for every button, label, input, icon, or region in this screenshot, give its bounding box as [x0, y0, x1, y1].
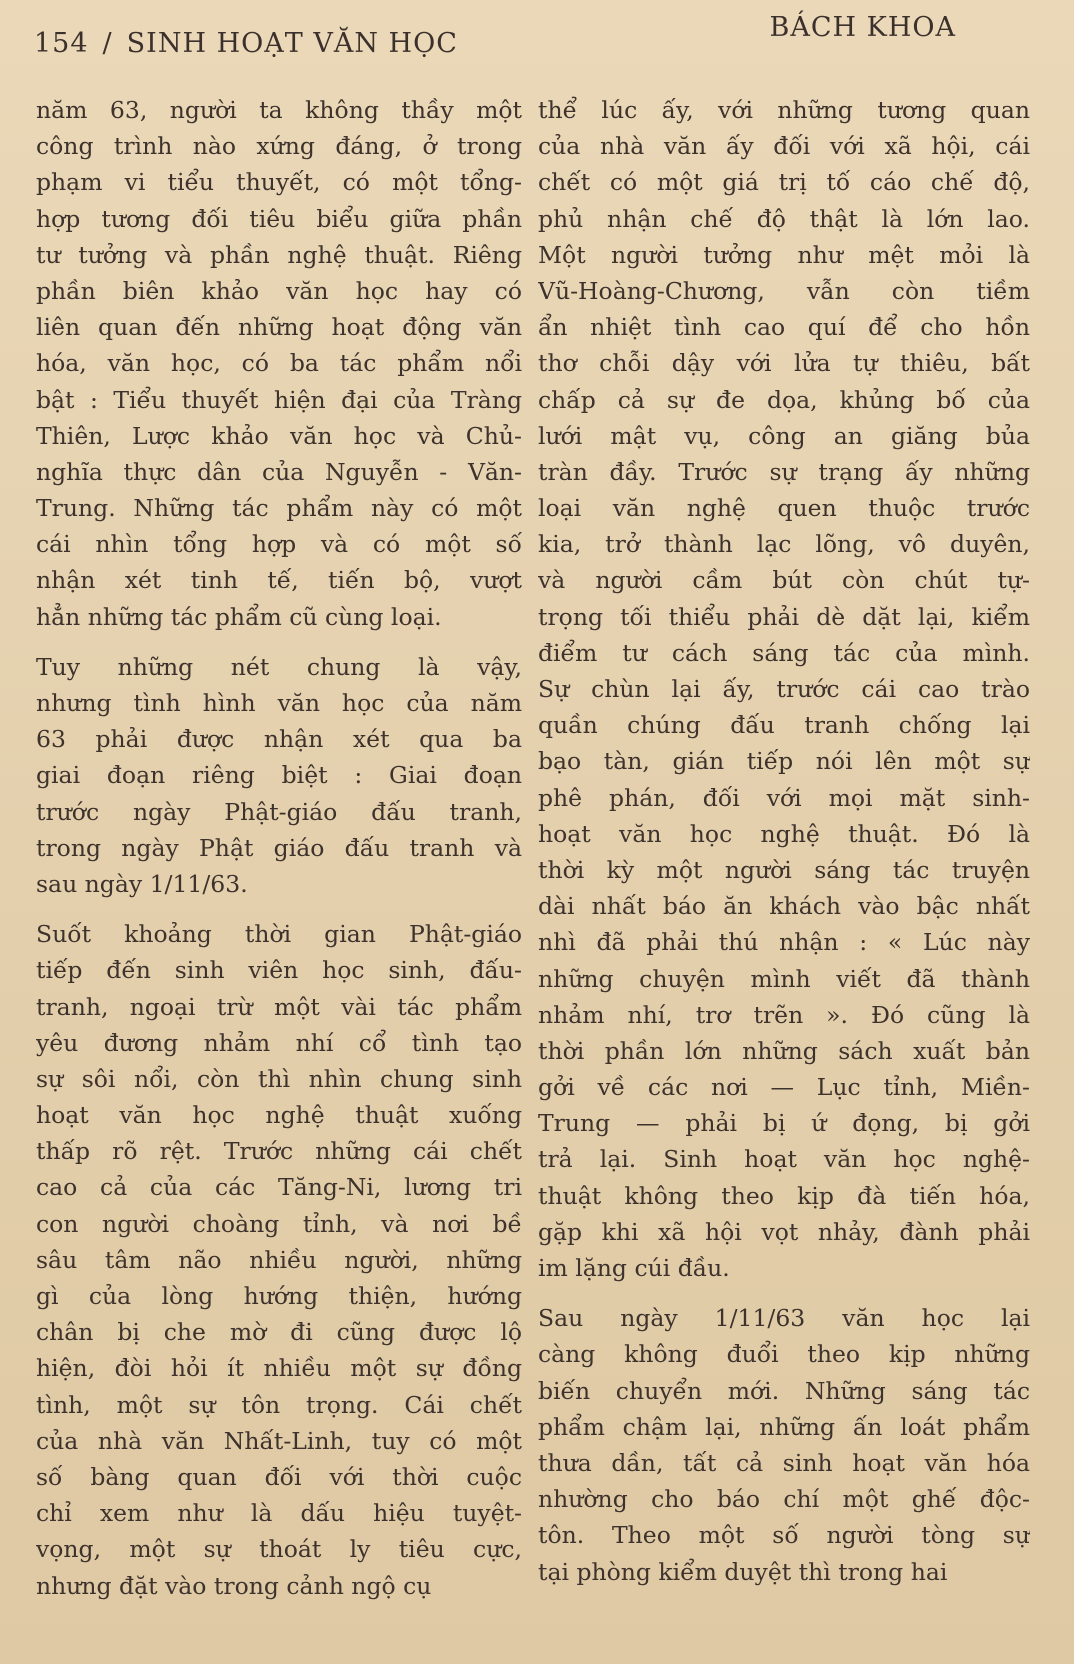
- text-line: của nhà văn ấy đối với xã hội, cái: [538, 132, 1030, 161]
- text-line: nhường cho báo chí một ghế độc-: [538, 1485, 1030, 1514]
- text-line: trước ngày Phật-giáo đấu tranh,: [36, 797, 522, 826]
- text-line: hóa, văn học, có ba tác phẩm nổi: [36, 349, 522, 378]
- text-line: Một người tưởng như mệt mỏi là: [538, 240, 1030, 269]
- text-line: thơ chỗi dậy với lửa tự thiêu, bất: [538, 349, 1030, 378]
- text-line: hoạt văn học nghệ thuật xuống: [36, 1101, 522, 1130]
- running-header: [34, 28, 458, 59]
- text-line: sâu tâm não nhiều người, những: [36, 1245, 522, 1274]
- text-line: hoạt văn học nghệ thuật. Đó là: [538, 819, 1030, 848]
- text-line: trọng tối thiểu phải dè dặt lại, kiểm: [538, 602, 1030, 631]
- text-line: Trung — phải bị ứ đọng, bị gởi: [538, 1109, 1030, 1138]
- text-line: phủ nhận chế độ thật là lớn lao.: [538, 204, 1030, 233]
- text-line: Suốt khoảng thời gian Phật-giáo: [36, 920, 522, 949]
- text-line: nhảm nhí, trơ trẽn ». Đó cũng là: [538, 1000, 1030, 1029]
- text-line: phẩm chậm lại, những ấn loát phẩm: [538, 1412, 1030, 1441]
- paragraph: [36, 92, 522, 635]
- text-line: kia, trở thành lạc lõng, vô duyên,: [538, 530, 1030, 559]
- text-line: trong ngày Phật giáo đấu tranh và: [36, 833, 522, 862]
- text-line: gì của lòng hướng thiện, hướng: [36, 1282, 522, 1310]
- text-line: im lặng cúi đầu.: [538, 1254, 730, 1282]
- text-line: gặp khi xã hội vọt nhảy, đành phải: [538, 1217, 1030, 1246]
- right-column: [538, 92, 1030, 1590]
- text-line: tại phòng kiểm duyệt thì trong hai: [538, 1557, 948, 1586]
- text-line: phần biên khảo văn học hay có: [36, 276, 522, 305]
- text-line: bật : Tiểu thuyết hiện đại của Tràng: [36, 385, 522, 414]
- text-line: nghĩa thực dân của Nguyễn - Văn-: [36, 457, 522, 486]
- text-line: Tuy những nét chung là vậy,: [36, 652, 522, 681]
- text-line: biến chuyển mới. Những sáng tác: [538, 1376, 1030, 1405]
- text-line: tràn đầy. Trước sự trạng ấy những: [538, 457, 1030, 486]
- paragraph: [538, 92, 1030, 1286]
- text-line: tư tưởng và phần nghệ thuật. Riêng: [36, 240, 522, 269]
- text-line: chỉ xem như là dấu hiệu tuyệt-: [36, 1499, 522, 1528]
- text-line: nhì đã phải thú nhận : « Lúc này: [538, 928, 1030, 957]
- text-line: trả lại. Sinh hoạt văn học nghệ-: [538, 1145, 1030, 1174]
- paragraph-gap: [36, 635, 522, 649]
- text-line: sau ngày 1/11/63.: [36, 869, 248, 898]
- text-line: thể lúc ấy, với những tương quan: [538, 96, 1030, 124]
- text-line: thưa dần, tất cả sinh hoạt văn hóa: [538, 1448, 1030, 1477]
- text-line: bạo tàn, gián tiếp nói lên một sự: [538, 747, 1030, 776]
- text-line: điểm tư cách sáng tác của mình.: [538, 638, 1030, 667]
- text-line: tình, một sự tôn trọng. Cái chết: [36, 1390, 522, 1419]
- text-line: hẳn những tác phẩm cũ cùng loại.: [36, 602, 442, 631]
- text-line: những chuyện mình viết đã thành: [538, 964, 1030, 993]
- text-line: công trình nào xứng đáng, ở trong: [36, 132, 522, 161]
- text-line: vọng, một sự thoát ly tiêu cực,: [36, 1535, 522, 1564]
- text-line: càng không đuổi theo kịp những: [538, 1340, 1030, 1369]
- paragraph-gap: [36, 902, 522, 916]
- text-line: và người cầm bút còn chút tự-: [538, 566, 1030, 595]
- text-line: sự sôi nổi, còn thì nhìn chung sinh: [36, 1064, 522, 1093]
- text-line: năm 63, người ta không thầy một: [36, 96, 522, 124]
- text-line: nhận xét tinh tế, tiến bộ, vượt: [36, 566, 522, 595]
- text-line: thuật không theo kịp đà tiến hóa,: [538, 1181, 1030, 1210]
- text-line: gởi về các nơi — Lục tỉnh, Miền-: [538, 1073, 1030, 1102]
- text-line: Sau ngày 1/11/63 văn học lại: [538, 1304, 1030, 1333]
- page-number: 154: [34, 28, 89, 59]
- text-line: tranh, ngoại trừ một vài tác phẩm: [36, 992, 522, 1021]
- text-line: cái nhìn tổng hợp và có một số: [36, 530, 522, 559]
- text-line: Vũ-Hoàng-Chương, vẫn còn tiềm: [538, 276, 1030, 305]
- text-line: Sự chùn lại ấy, trước cái cao trào: [538, 675, 1030, 703]
- text-line: con người choàng tỉnh, và nơi bề: [36, 1209, 522, 1238]
- paragraph: [36, 649, 522, 902]
- text-line: Trung. Những tác phẩm này có một: [36, 494, 522, 523]
- paragraph: [36, 916, 522, 1604]
- text-line: tôn. Theo một số người tòng sự: [538, 1521, 1030, 1550]
- text-line: phạm vi tiểu thuyết, có một tổng-: [36, 168, 522, 197]
- text-line: số bàng quan đối với thời cuộc: [36, 1462, 522, 1491]
- text-line: chấp cả sự đe dọa, khủng bố của: [538, 385, 1030, 414]
- magazine-title: BÁCH KHOA: [769, 12, 956, 43]
- text-line: yêu đương nhảm nhí cổ tình tạo: [36, 1028, 522, 1057]
- text-line: dài nhất báo ăn khách vào bậc nhất: [538, 892, 1030, 921]
- text-line: giai đoạn riêng biệt : Giai đoạn: [36, 761, 522, 790]
- header-separator: /: [102, 28, 113, 59]
- text-line: thời phần lớn những sách xuất bản: [538, 1036, 1030, 1065]
- text-line: phê phán, đối với mọi mặt sinh-: [538, 783, 1030, 812]
- paragraph: [538, 1300, 1030, 1590]
- text-line: hiện, đòi hỏi ít nhiều một sự đồng: [36, 1354, 522, 1383]
- text-line: nhưng tình hình văn học của năm: [36, 689, 522, 717]
- text-line: quần chúng đấu tranh chống lại: [538, 711, 1030, 740]
- text-line: thấp rõ rệt. Trước những cái chết: [36, 1137, 522, 1166]
- left-column: [36, 92, 522, 1604]
- text-line: tiếp đến sinh viên học sinh, đấu-: [36, 956, 522, 985]
- paragraph-gap: [538, 1286, 1030, 1300]
- text-line: chân bị che mờ đi cũng được lộ: [36, 1318, 522, 1347]
- text-line: Thiên, Lược khảo văn học và Chủ-: [36, 421, 522, 450]
- text-line: 63 phải được nhận xét qua ba: [36, 725, 522, 754]
- text-line: chết có một giá trị tố cáo chế độ,: [538, 168, 1030, 197]
- text-line: lưới mật vụ, công an giăng bủa: [538, 421, 1030, 450]
- text-line: thời kỳ một người sáng tác truyện: [538, 855, 1030, 884]
- text-line: của nhà văn Nhất-Linh, tuy có một: [36, 1426, 522, 1455]
- text-line: hợp tương đối tiêu biểu giữa phần: [36, 204, 522, 233]
- text-line: liên quan đến những hoạt động văn: [36, 313, 522, 342]
- section-title: SINH HOẠT VĂN HỌC: [126, 28, 458, 59]
- text-line: ẩn nhiệt tình cao quí để cho hồn: [538, 313, 1030, 342]
- text-line: loại văn nghệ quen thuộc trước: [538, 494, 1030, 523]
- text-line: cao cả của các Tăng-Ni, lương tri: [36, 1173, 522, 1202]
- text-line: nhưng đặt vào trong cảnh ngộ cụ: [36, 1571, 432, 1600]
